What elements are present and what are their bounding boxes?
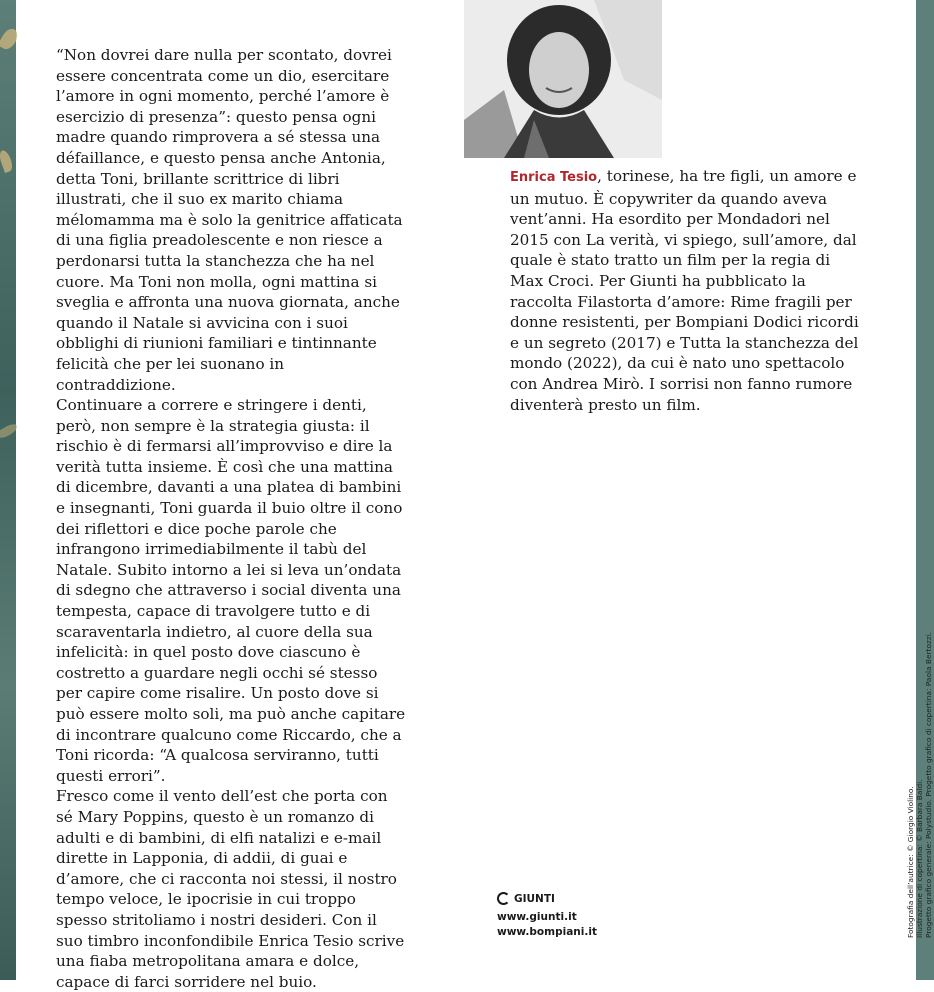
author-bio-text: , torinese, ha tre figli, un amore e un mutuo. È copywriter da quando aveva vent’anni. Ha esordito per Mondadori nel 2015 con La verità, vi spiego, sull’amore, dal quale è stato tratto un film per la regia di Max Croci. Per Giunti ha pubblicato la raccolta Filastorta d’amore: Rime fragili per donne resistenti, per Bompiani Dodici ricordi e un segreto (2017) e Tutta la stanchezza del mondo (2022), da cui è nato uno spettacolo con Andrea Mirò. I sorrisi non fanno rumore diventerà presto un film. — [510, 167, 859, 414]
website-link-giunti[interactable]: www.giunti.it — [497, 911, 577, 923]
leaf-decoration — [0, 26, 21, 52]
publisher-logo — [497, 892, 555, 905]
credit-line: Illustrazione di copertina: © Barbara Baldi. — [915, 779, 924, 938]
publisher-websites — [497, 910, 597, 940]
leaf-decoration — [0, 149, 14, 173]
giunti-logo-icon — [497, 892, 510, 905]
author-portrait-image — [464, 0, 662, 158]
synopsis-paragraph: Fresco come il vento dell’est che porta con sé Mary Poppins, questo è un romanzo di adulti e di bambini, di elfi natalizi e e-mail dirette in Lapponia, di addii, di guai e d’amore, che ci racconta noi stessi, il nostro tempo veloce, le ipocrisie in cui troppo spesso stritoliamo i nostri desideri. Con il suo timbro inconfondibile Enrica Tesio scrive una fiaba metropolitana amara e dolce, capace di farci sorridere nel buio. — [56, 787, 405, 991]
author-bio — [510, 166, 862, 415]
publisher-logo-text: GIUNTI — [514, 892, 555, 905]
author-photo — [464, 0, 662, 158]
left-cover-edge — [0, 0, 16, 980]
website-link-bompiani[interactable]: www.bompiani.it — [497, 926, 597, 938]
synopsis-paragraph: “Non dovrei dare nulla per scontato, dovrei essere concentrata come un dio, esercitare l’amore in ogni momento, perché l’amore è esercizio di presenza”: questo pensa ogni madre quando rimprovera a sé stessa una défaillance, e questo pensa anche Antonia, detta Toni, brillante scrittrice di libri illustrati, che il suo ex marito chiama mélomamma ma è solo la genitrice affaticata di una figlia preadolescente e non riesce a perdonarsi tutta la stanchezza che ha nel cuore. Ma Toni non molla, ogni mattina si sveglia e affronta una nuova giornata, anche quando il Natale si avvicina con i suoi obblighi di riunioni familiari e tintinnante felicità che per lei suonano in contraddizione. — [56, 46, 403, 394]
synopsis-text — [56, 45, 408, 992]
credit-line: Progetto grafico generale: Polystudio. Progetto grafico di copertina: Paola Bertozzi. — [924, 631, 933, 938]
leaf-decoration — [0, 422, 19, 441]
cover-credits — [906, 632, 933, 938]
synopsis-paragraph: Continuare a correre e stringere i denti, però, non sempre è la strategia giusta: il rischio è di fermarsi all’improvviso e dire la verità tutta insieme. È così che una mattina di dicembre, davanti a una platea di bambini e insegnanti, Toni guarda il buio oltre il cono dei riflettori e dice poche parole che infrangono irrimediabilmente il tabù del Natale. Subito intorno a lei si leva un’ondata di sdegno che attraverso i social diventa una tempesta, capace di travolgere tutto e di scaraventarla indietro, al cuore della sua infelicità: in quel posto dove ciascuno è costretto a guardare negli occhi sé stesso per capire come risalire. Un posto dove si può essere molto soli, ma può anche capitare di incontrare qualcuno come Riccardo, che a Toni ricorda: “A qualcosa serviranno, tutti questi errori”. — [56, 396, 406, 785]
author-name: Enrica Tesio — [510, 170, 598, 185]
credit-line: Fotografia dell’autrice: © Giorgio Violino. — [906, 786, 915, 938]
